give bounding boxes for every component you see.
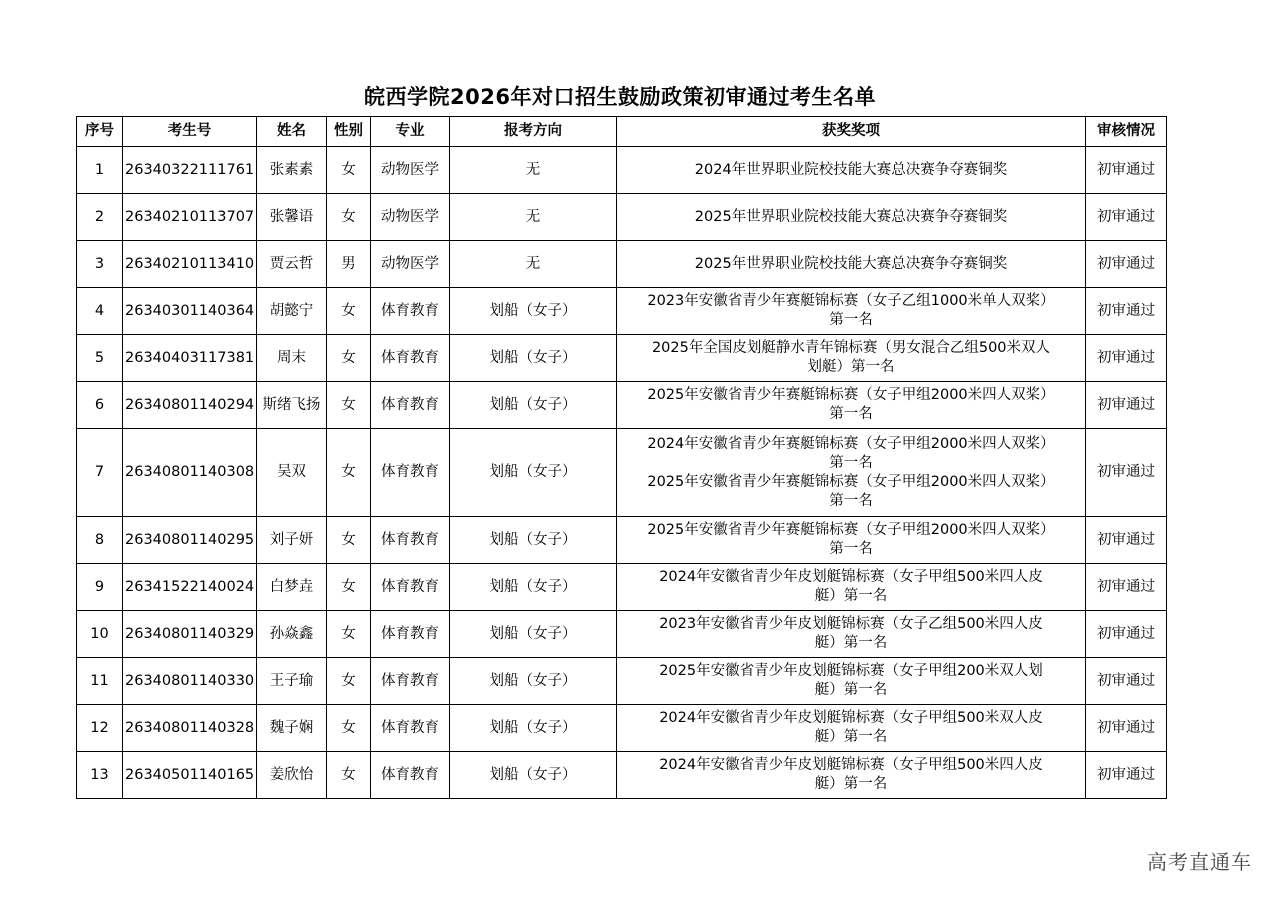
header-seq: 序号 (77, 117, 123, 147)
cell-seq: 1 (77, 147, 123, 194)
cell-name: 孙焱鑫 (257, 611, 327, 658)
header-major: 专业 (371, 117, 450, 147)
table-row (77, 611, 1167, 658)
table-row (77, 288, 1167, 335)
cell-seq: 5 (77, 335, 123, 382)
cell-seq: 12 (77, 705, 123, 752)
table-row (77, 194, 1167, 241)
cell-status: 初审通过 (1086, 429, 1167, 517)
cell-name: 吴双 (257, 429, 327, 517)
table-row (77, 429, 1167, 517)
cell-exam-no: 26340801140294 (123, 382, 257, 429)
cell-status: 初审通过 (1086, 564, 1167, 611)
cell-direction: 划船（女子） (450, 335, 617, 382)
table-header-row (77, 117, 1167, 147)
cell-direction: 无 (450, 194, 617, 241)
cell-gender: 女 (327, 658, 371, 705)
cell-gender: 女 (327, 147, 371, 194)
cell-direction: 划船（女子） (450, 564, 617, 611)
cell-gender: 女 (327, 705, 371, 752)
cell-major: 体育教育 (371, 705, 450, 752)
award-line: 2023年安徽省青少年皮划艇锦标赛（女子乙组500米四人皮 (659, 616, 1043, 632)
cell-status: 初审通过 (1086, 335, 1167, 382)
cell-status: 初审通过 (1086, 517, 1167, 564)
award-line: 2024年安徽省青少年皮划艇锦标赛（女子甲组500米四人皮 (659, 569, 1043, 585)
header-award: 获奖奖项 (617, 117, 1086, 147)
award-line: 2025年全国皮划艇静水青年锦标赛（男女混合乙组500米双人 (651, 340, 1051, 356)
cell-direction: 无 (450, 241, 617, 288)
cell-direction: 划船（女子） (450, 611, 617, 658)
cell-exam-no: 26340210113410 (123, 241, 257, 288)
header-direction: 报考方向 (450, 117, 617, 147)
award-line: 2025年安徽省青少年赛艇锦标赛（女子甲组2000米四人双桨） (647, 387, 1055, 403)
award-line: 2024年安徽省青少年皮划艇锦标赛（女子甲组500米四人皮 (659, 757, 1043, 773)
cell-major: 动物医学 (371, 241, 450, 288)
table-body (77, 147, 1167, 799)
cell-major: 体育教育 (371, 611, 450, 658)
cell-exam-no: 26340301140364 (123, 288, 257, 335)
award-line: 2023年安徽省青少年赛艇锦标赛（女子乙组1000米单人双桨） (647, 293, 1055, 309)
header-exam-no: 考生号 (123, 117, 257, 147)
cell-seq: 8 (77, 517, 123, 564)
cell-award (617, 705, 1086, 752)
cell-status: 初审通过 (1086, 288, 1167, 335)
award-line: 第一名 (829, 541, 873, 557)
cell-award (617, 241, 1086, 288)
award-line: 艇）第一名 (814, 588, 888, 604)
award-line: 第一名 (829, 312, 873, 328)
award-line: 第一名 (829, 406, 873, 422)
award-line: 第一名 (829, 454, 873, 471)
cell-seq: 9 (77, 564, 123, 611)
cell-status: 初审通过 (1086, 752, 1167, 799)
cell-direction: 划船（女子） (450, 429, 617, 517)
table-row (77, 147, 1167, 194)
cell-direction: 划船（女子） (450, 752, 617, 799)
cell-name: 姜欣怡 (257, 752, 327, 799)
cell-direction: 划船（女子） (450, 705, 617, 752)
cell-seq: 2 (77, 194, 123, 241)
cell-major: 体育教育 (371, 335, 450, 382)
cell-exam-no: 26340801140308 (123, 429, 257, 517)
page-title: 皖西学院2026年对口招生鼓励政策初审通过考生名单 (364, 85, 876, 109)
cell-major: 体育教育 (371, 564, 450, 611)
cell-name: 斯绪飞扬 (257, 382, 327, 429)
cell-exam-no: 26340801140329 (123, 611, 257, 658)
cell-name: 胡懿宁 (257, 288, 327, 335)
cell-name: 周末 (257, 335, 327, 382)
cell-major: 体育教育 (371, 382, 450, 429)
cell-award (617, 194, 1086, 241)
table-row (77, 564, 1167, 611)
cell-award (617, 611, 1086, 658)
cell-direction: 划船（女子） (450, 658, 617, 705)
cell-gender: 女 (327, 611, 371, 658)
award-line: 艇）第一名 (814, 635, 888, 651)
header-status: 审核情况 (1086, 117, 1167, 147)
award-line: 2025年安徽省青少年皮划艇锦标赛（女子甲组200米双人划 (659, 663, 1043, 679)
cell-award (617, 288, 1086, 335)
cell-major: 动物医学 (371, 147, 450, 194)
cell-award (617, 429, 1086, 517)
award-line: 2024年安徽省青少年赛艇锦标赛（女子甲组2000米四人双桨） (647, 435, 1055, 452)
cell-direction: 无 (450, 147, 617, 194)
cell-award (617, 658, 1086, 705)
cell-direction: 划船（女子） (450, 382, 617, 429)
cell-exam-no: 26340403117381 (123, 335, 257, 382)
table-row (77, 705, 1167, 752)
cell-seq: 11 (77, 658, 123, 705)
cell-major: 体育教育 (371, 288, 450, 335)
award-line: 第一名 (829, 492, 873, 509)
cell-gender: 女 (327, 288, 371, 335)
cell-award (617, 564, 1086, 611)
cell-major: 体育教育 (371, 658, 450, 705)
award-line: 艇）第一名 (814, 729, 888, 745)
table-row (77, 517, 1167, 564)
cell-gender: 女 (327, 335, 371, 382)
award-line: 划艇）第一名 (807, 359, 895, 375)
cell-seq: 10 (77, 611, 123, 658)
table-row (77, 658, 1167, 705)
cell-name: 刘子妍 (257, 517, 327, 564)
award-line: 艇）第一名 (814, 776, 888, 792)
table-row (77, 382, 1167, 429)
award-line: 2025年世界职业院校技能大赛总决赛争夺赛铜奖 (694, 255, 1008, 272)
cell-gender: 女 (327, 194, 371, 241)
candidate-table (76, 116, 1167, 799)
cell-gender: 女 (327, 564, 371, 611)
cell-name: 王子瑜 (257, 658, 327, 705)
cell-direction: 划船（女子） (450, 288, 617, 335)
award-line: 2025年世界职业院校技能大赛总决赛争夺赛铜奖 (694, 208, 1008, 225)
cell-major: 体育教育 (371, 752, 450, 799)
cell-award (617, 517, 1086, 564)
header-name: 姓名 (257, 117, 327, 147)
cell-name: 白梦垚 (257, 564, 327, 611)
cell-award (617, 752, 1086, 799)
cell-name: 张馨语 (257, 194, 327, 241)
cell-exam-no: 26340322111761 (123, 147, 257, 194)
cell-seq: 4 (77, 288, 123, 335)
table-row (77, 335, 1167, 382)
cell-direction: 划船（女子） (450, 517, 617, 564)
cell-gender: 女 (327, 752, 371, 799)
cell-name: 贾云哲 (257, 241, 327, 288)
cell-award (617, 382, 1086, 429)
cell-status: 初审通过 (1086, 658, 1167, 705)
cell-gender: 女 (327, 429, 371, 517)
cell-status: 初审通过 (1086, 241, 1167, 288)
award-line: 2025年安徽省青少年赛艇锦标赛（女子甲组2000米四人双桨） (647, 473, 1055, 490)
cell-seq: 3 (77, 241, 123, 288)
watermark: 高考直通车 (1147, 850, 1252, 874)
cell-award (617, 335, 1086, 382)
cell-name: 张素素 (257, 147, 327, 194)
award-line: 2024年安徽省青少年皮划艇锦标赛（女子甲组500米双人皮 (659, 710, 1043, 726)
cell-major: 体育教育 (371, 429, 450, 517)
cell-major: 动物医学 (371, 194, 450, 241)
table-row (77, 752, 1167, 799)
cell-gender: 女 (327, 517, 371, 564)
award-line: 艇）第一名 (814, 682, 888, 698)
cell-gender: 女 (327, 382, 371, 429)
cell-status: 初审通过 (1086, 194, 1167, 241)
cell-status: 初审通过 (1086, 611, 1167, 658)
cell-status: 初审通过 (1086, 705, 1167, 752)
cell-seq: 6 (77, 382, 123, 429)
cell-exam-no: 26340801140328 (123, 705, 257, 752)
cell-gender: 男 (327, 241, 371, 288)
cell-exam-no: 26340501140165 (123, 752, 257, 799)
cell-award (617, 147, 1086, 194)
cell-exam-no: 26340801140330 (123, 658, 257, 705)
cell-status: 初审通过 (1086, 147, 1167, 194)
cell-status: 初审通过 (1086, 382, 1167, 429)
cell-exam-no: 26340801140295 (123, 517, 257, 564)
table-row (77, 241, 1167, 288)
cell-major: 体育教育 (371, 517, 450, 564)
cell-exam-no: 26340210113707 (123, 194, 257, 241)
cell-seq: 13 (77, 752, 123, 799)
cell-seq: 7 (77, 429, 123, 517)
cell-name: 魏子娴 (257, 705, 327, 752)
cell-exam-no: 26341522140024 (123, 564, 257, 611)
award-line: 2025年安徽省青少年赛艇锦标赛（女子甲组2000米四人双桨） (647, 522, 1055, 538)
award-line: 2024年世界职业院校技能大赛总决赛争夺赛铜奖 (694, 161, 1008, 178)
header-gender: 性别 (327, 117, 371, 147)
